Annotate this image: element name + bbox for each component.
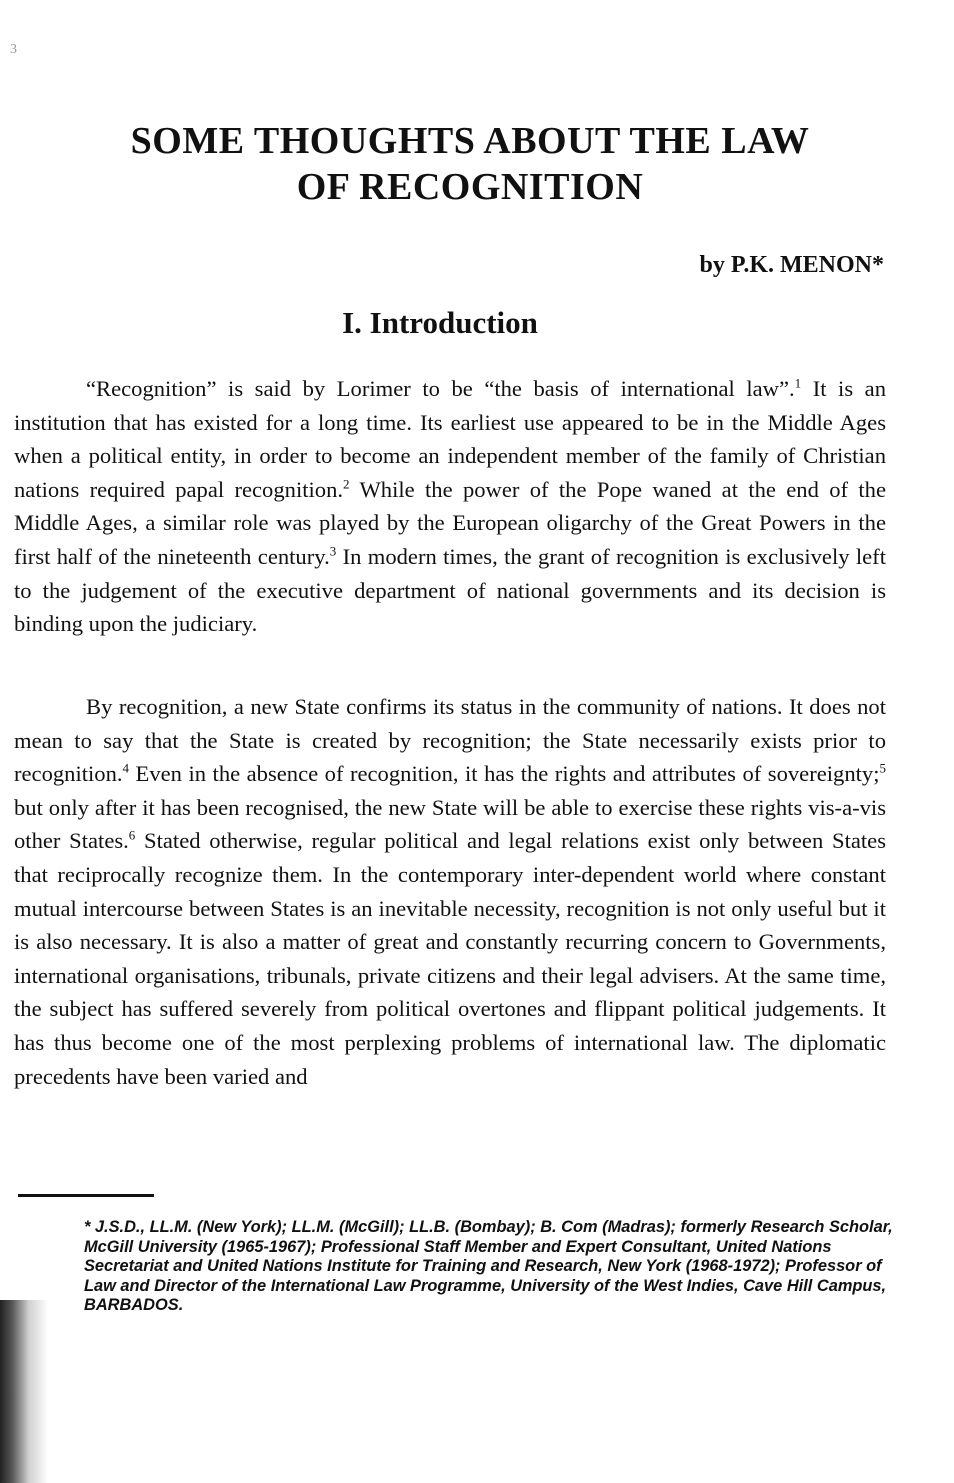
title-line-2: OF RECOGNITION: [296, 166, 644, 208]
paragraph-2-text-c: but only after it has been recognised, the new State will be able to exercise these rights vis-a-vis other States.: [14, 794, 886, 854]
footnote-ref-6: 6: [128, 827, 136, 843]
section-heading: I. Introduction: [342, 305, 538, 340]
paragraph-1-text-d: In modern times, the grant of recognition is exclusively left to the judgement of the executive department of national governments and its decision is binding upon the judiciary.: [14, 543, 886, 637]
footnote-divider: [18, 1194, 154, 1197]
paragraph-2-text-a: By recognition, a new State confirms its status in the community of nations. It does not mean to say that the State is created by recognition; the State necessarily exists prior to recognition.: [14, 694, 886, 787]
paragraph-1-text-b: It is an institution that has existed for a long time. Its earliest use appeared to be in the Middle Ages when a political entity, in order to become an independent member of the family of Christian nations required papal recognition.: [14, 376, 886, 502]
paragraph-2: [14, 690, 886, 1093]
article-title: [60, 118, 880, 210]
page-mark: 3: [10, 42, 17, 57]
author-footnote: * J.S.D., LL.M. (New York); LL.M. (McGill); LL.B. (Bombay); B. Com (Madras); formerly Research Scholar, McGill University (1965-1967); Professional Staff Member and Expert Consultant, United Nations Secretariat and United Nations Institute for Training and Research, New York (1968-1972); Professor of Law and Director of the International Law Programme, University of the West Indies, Cave Hill Campus, BARBADOS.: [84, 1218, 893, 1315]
paragraph-1-text-a: “Recognition” is said by Lorimer to be “the basis of international law”.: [86, 376, 795, 401]
author-byline: by P.K. MENON*: [699, 252, 884, 278]
title-line-1: SOME THOUGHTS ABOUT THE LAW: [130, 120, 810, 162]
footnote-ref-3: 3: [329, 543, 337, 559]
scan-shadow-edge: [0, 1300, 48, 1483]
paragraph-2-text-b: Even in the absence of recognition, it has the rights and attributes of sovereignty;: [129, 761, 880, 787]
footnote-ref-1: 1: [794, 375, 802, 391]
paragraph-1: [14, 372, 886, 641]
footnote-ref-4: 4: [122, 760, 130, 776]
footnote-ref-5: 5: [879, 760, 886, 776]
paragraph-1-text-c: While the power of the Pope waned at the end of the Middle Ages, a similar role was played by the European oligarchy of the Great Powers in the first half of the nineteenth century.: [14, 476, 886, 569]
footnote-ref-2: 2: [343, 476, 350, 492]
paragraph-2-text-d: Stated otherwise, regular political and legal relations exist only between States that reciprocally recognize them. In the contemporary inter-dependent world where constant mutual intercourse between States is an inevitable necessity, recognition is not only useful but it is also necessary. It is also a matter of great and constantly recurring concern to Governments, international organisations, tribunals, private citizens and their legal advisers. At the same time, the subject has suffered severely from political overtones and flippant political judgements. It has thus become one of the most perplexing problems of international law. The diplomatic precedents have been varied and: [14, 828, 886, 1089]
